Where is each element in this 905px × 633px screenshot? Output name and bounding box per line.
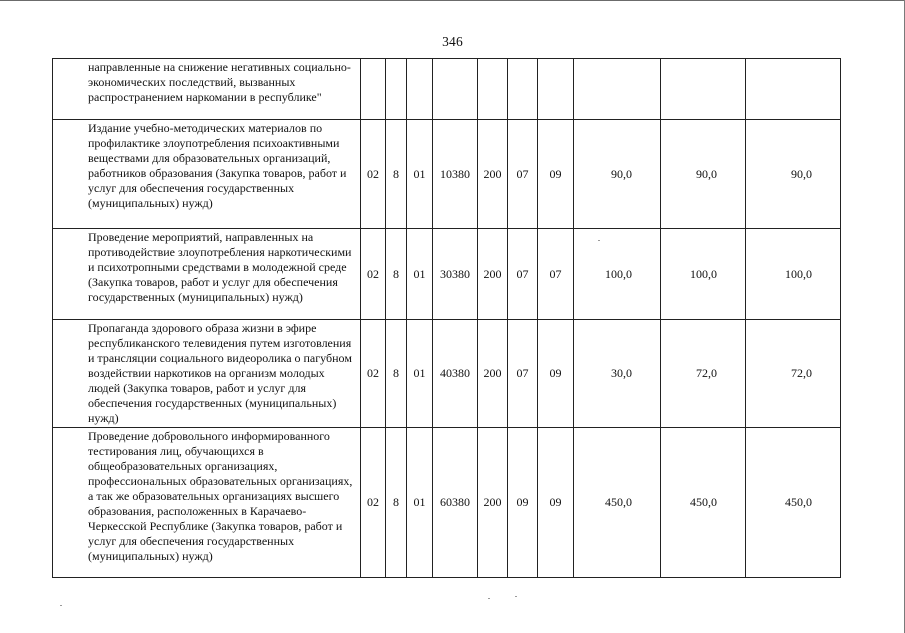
scan-speck (488, 598, 490, 599)
event-code-cell: 01 (407, 229, 433, 320)
row-description: Издание учебно-методических материалов по профилактике злоупотребления психоактивными веществами для образовательных организаций, работников образования (Закупка товаров, работ и услуг для обеспечения государственных (муниципальных) нужд) (53, 120, 361, 229)
program-code-cell: 02 (361, 120, 386, 229)
table-row (53, 59, 841, 120)
subsection-code-cell: 09 (538, 120, 574, 229)
amount-year-1: 100,0 (574, 229, 661, 320)
direction-code-cell: 60380 (433, 428, 478, 578)
scan-speck (598, 240, 600, 241)
program-code-cell (361, 59, 386, 120)
subprogram-code-cell: 8 (386, 120, 407, 229)
scan-speck (515, 596, 517, 597)
expense-type-cell (478, 59, 508, 120)
table-row (53, 428, 841, 578)
amount-year-1: 90,0 (574, 120, 661, 229)
program-code-cell: 02 (361, 229, 386, 320)
amount-year-2: 100,0 (661, 229, 746, 320)
amount-year-2 (661, 59, 746, 120)
budget-table (52, 58, 841, 578)
row-description: Проведение мероприятий, направленных на противодействие злоупотребления наркотическими и психотропными средствами в молодежной среде (Закупка товаров, работ и услуг для обеспечения государственных (муниципальных) нужд) (53, 229, 361, 320)
subprogram-code-cell: 8 (386, 320, 407, 428)
expense-type-cell: 200 (478, 229, 508, 320)
program-code-cell: 02 (361, 428, 386, 578)
expense-type-cell: 200 (478, 120, 508, 229)
row-description: Пропаганда здорового образа жизни в эфире республиканского телевидения путем изготовления и трансляции социального видеоролика о пагубном воздействии наркотиков на организм молодых людей (Закупка товаров, работ и услуг для обеспечения государственных (муниципальных) нужд) (53, 320, 361, 428)
amount-year-2: 72,0 (661, 320, 746, 428)
table-row (53, 320, 841, 428)
direction-code-cell: 10380 (433, 120, 478, 229)
direction-code-cell: 30380 (433, 229, 478, 320)
amount-year-3: 90,0 (746, 120, 841, 229)
section-code-cell (508, 59, 538, 120)
amount-year-1: 30,0 (574, 320, 661, 428)
amount-year-2: 90,0 (661, 120, 746, 229)
table-row (53, 120, 841, 229)
amount-year-1 (574, 59, 661, 120)
row-description: Проведение добровольного информированного тестирования лиц, обучающихся в общеобразовательных организациях, профессиональных образовательных организациях, а так же образовательных организациях высшего образования, расположенных в Карачаево-Черкесской Республике (Закупка товаров, работ и услуг для обеспечения государственных (муниципальных) нужд) (53, 428, 361, 578)
expense-type-cell: 200 (478, 428, 508, 578)
subprogram-code-cell: 8 (386, 229, 407, 320)
amount-year-3: 100,0 (746, 229, 841, 320)
event-code-cell: 01 (407, 320, 433, 428)
page-number: 346 (442, 34, 463, 49)
amount-year-3: 72,0 (746, 320, 841, 428)
subprogram-code-cell: 8 (386, 428, 407, 578)
subsection-code-cell: 07 (538, 229, 574, 320)
event-code-cell (407, 59, 433, 120)
section-code-cell: 07 (508, 320, 538, 428)
row-description: направленные на снижение негативных социально-экономических последствий, вызванных распространением наркомании в республике" (53, 59, 361, 120)
expense-type-cell: 200 (478, 320, 508, 428)
subsection-code-cell: 09 (538, 320, 574, 428)
subsection-code-cell: 09 (538, 428, 574, 578)
section-code-cell: 07 (508, 229, 538, 320)
section-code-cell: 09 (508, 428, 538, 578)
amount-year-3: 450,0 (746, 428, 841, 578)
amount-year-2: 450,0 (661, 428, 746, 578)
event-code-cell: 01 (407, 428, 433, 578)
event-code-cell: 01 (407, 120, 433, 229)
amount-year-1: 450,0 (574, 428, 661, 578)
direction-code-cell: 40380 (433, 320, 478, 428)
subprogram-code-cell (386, 59, 407, 120)
direction-code-cell (433, 59, 478, 120)
table-row (53, 229, 841, 320)
page-top-edge (0, 0, 905, 1)
amount-year-3 (746, 59, 841, 120)
subsection-code-cell (538, 59, 574, 120)
scan-speck (60, 605, 62, 606)
section-code-cell: 07 (508, 120, 538, 229)
program-code-cell: 02 (361, 320, 386, 428)
